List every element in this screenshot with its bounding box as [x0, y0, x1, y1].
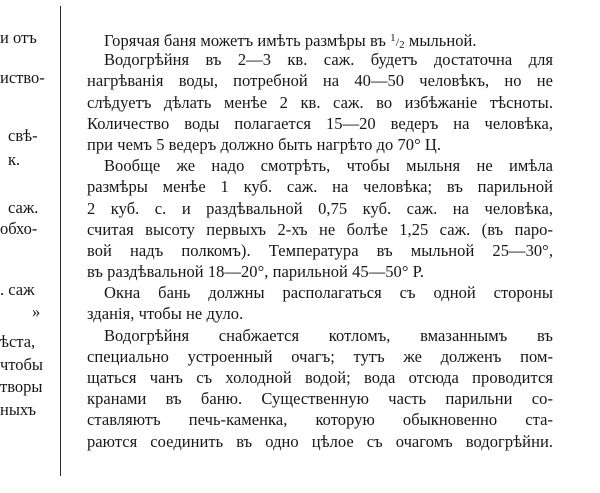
text-line: ставляютъ печь-каменка, которую обыкновенно ста- [87, 410, 553, 430]
left-fragment: свѣ- [8, 126, 38, 145]
fraction-denominator: 2 [399, 39, 405, 51]
text-line: при чемъ 5 ведеръ должно быть нагрѣто до 70° Ц. [87, 134, 442, 154]
text-line: Вообще же надо смотрѣть, чтобы мыльня не имѣла [104, 156, 553, 176]
fraction-numerator: 1 [390, 32, 396, 44]
text-line-1 [87, 28, 553, 49]
text-line: раются соединить въ одно цѣлое съ очагомъ водогрѣйни. [87, 431, 553, 451]
text-line: размѣры менѣе 1 куб. саж. на человѣка; въ парильной [87, 177, 553, 197]
text-line: 2 куб. с. и раздѣвальной 0,75 куб. саж. на человѣка, [87, 198, 553, 218]
left-fragment: к. [8, 150, 21, 169]
left-fragment: и отъ [0, 28, 37, 47]
text-line: нагрѣванія воды, потребной на 40—50 человѣкъ, но не [87, 71, 553, 91]
left-fragment: иство- [0, 68, 45, 87]
left-fragment: обхо- [0, 219, 38, 238]
text-line: кранами въ баню. Существенную часть парильни со- [87, 389, 553, 409]
text-line: Количество воды полагается 15—20 ведеръ на человѣка, [87, 113, 553, 133]
text-line: Водогрѣйня въ 2—3 кв. саж. будетъ достаточна для [104, 50, 553, 70]
left-fragment: саж. [8, 198, 39, 217]
left-fragment: чтобы [0, 355, 44, 374]
text-line: специально устроенный очагъ; тутъ же долженъ пом- [87, 346, 553, 366]
column-divider [60, 6, 61, 476]
left-column-fragments [0, 0, 52, 493]
left-fragment: творы [0, 377, 43, 396]
text-line: щаться чанъ съ холодной водой; вода отсюда проводится [87, 368, 553, 387]
text-line: Окна бань должны располагаться съ одной стороны [104, 283, 553, 303]
text-line: въ раздѣвальной 18—20°, парильной 45—50° Р. [87, 262, 425, 282]
fraction-half: 1/2 [390, 32, 405, 51]
text-line: Водогрѣйня снабжается котломъ, вмазаннымъ въ [104, 325, 553, 345]
left-fragment: » [32, 302, 41, 321]
text-line-1-start: Горячая баня можетъ имѣть размѣры въ [104, 31, 391, 50]
left-fragment: ѣста, [0, 332, 36, 351]
text-line: считая высоту первыхъ 2-хъ не болѣе 1,25 саж. (въ паро- [87, 219, 553, 239]
left-fragment: . саж [0, 280, 35, 299]
main-text-column [87, 28, 553, 452]
text-line: слѣдуетъ дѣлать менѣе 2 кв. саж. во избѣжаніе тѣсноты. [87, 92, 553, 112]
text-line: вой надъ полкомъ). Температура въ мыльной 25—30°, [87, 240, 553, 260]
text-line: зданія, чтобы не дуло. [87, 304, 244, 324]
left-fragment: ныхъ [0, 400, 37, 419]
text-line-1-end: мыльной. [404, 31, 477, 50]
